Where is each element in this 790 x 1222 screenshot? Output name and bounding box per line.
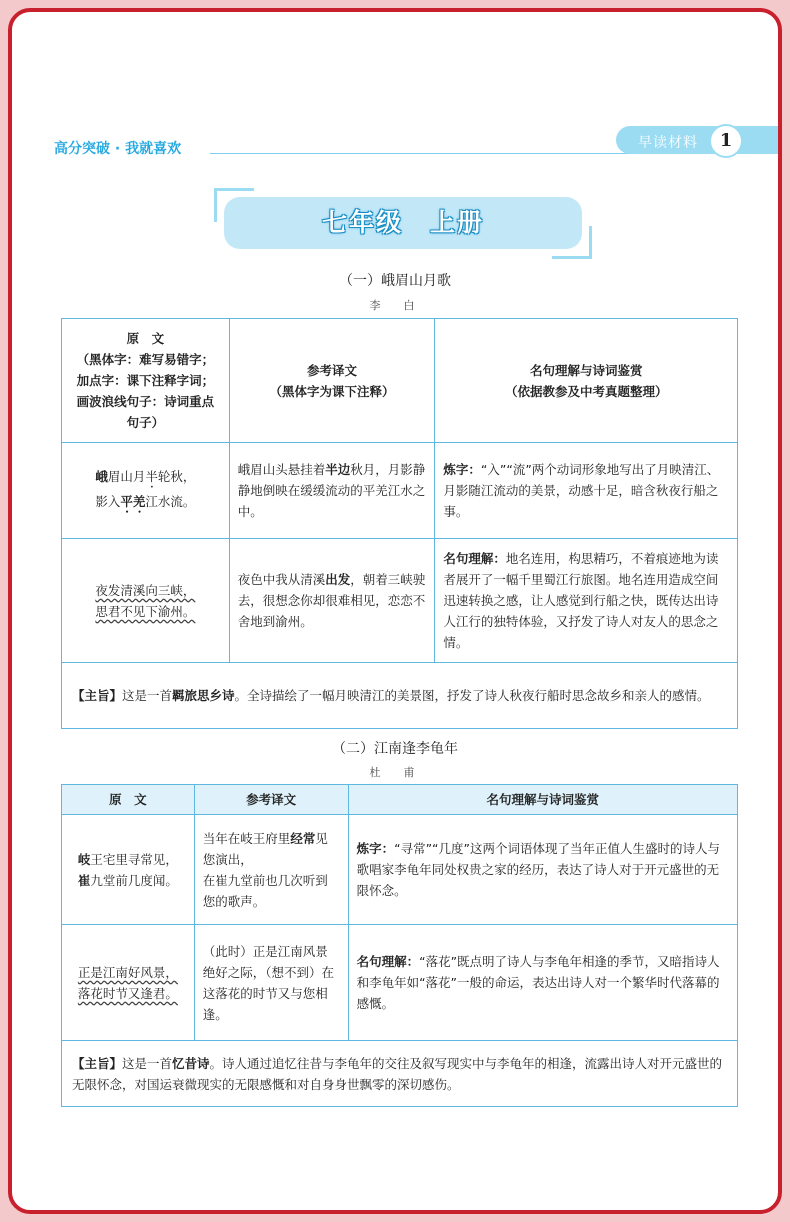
grade-banner-title: 七年级 上册 [321,208,484,237]
poem-text: 岐 [77,851,91,867]
poem-line [63,466,228,491]
section-tab-label: 早读材料 [638,135,698,151]
theme-cell [62,1041,738,1107]
note-text: “落花”既点明了诗人与李龟年相逢的季节，又暗指诗人和李龟年如“落花”一般的命运，表达出诗人对一个繁华时代落幕的感慨。 [356,954,720,1011]
translation-text: 夜色中我从清溪 [237,572,326,587]
note-label: 炼字： [356,841,395,856]
original-text-cell [62,815,195,925]
page-frame [8,8,782,1214]
poem-line [63,491,228,516]
poem-text: 影入 [95,493,121,509]
poem-text: 眉山月 [107,468,146,484]
poem-text: 江水流。 [145,493,196,509]
translation-text: ，朝着三峡驶去，很想念你却很难相见，恋恋不舍地到渝州。 [237,572,426,629]
poem-author: 杜 甫 [369,766,421,779]
translation-text: 当年在岐王府里 [202,830,291,846]
note-text: “入”“流”两个动词形象地写出了月映清江、月影随江流动的美景，动感十足，暗含秋夜行船之事。 [443,462,720,519]
poem-line: 思君不见下渝州。 [95,603,196,619]
theme-label: 【主旨】 [72,1055,123,1071]
table-row [62,443,738,539]
header-rule [210,153,630,154]
note-label: 名句理解： [356,954,420,969]
column-header-appreciation: 名句理解与诗词鉴赏 [348,785,737,815]
original-text-cell [62,443,230,539]
header-line: （黑体字为课下注释） [269,383,395,399]
column-header-original: 原 文 [62,785,195,815]
theme-text: 。诗人通过追忆往昔与李龟年的交往及叙写现实中与李龟年的相逢，流露出诗人对开元盛世的无限怀念，对国运衰微现实的无限感慨和对自身身世飘零的深切感伤。 [72,1055,723,1092]
appreciation-cell [435,539,738,663]
header-line: 名句理解与诗词鉴赏 [529,362,643,378]
header-line: 原 文 [126,331,165,346]
note-text: “寻常”“几度”这两个词语体现了当年正值人生盛时的诗人与歌唱家李龟年同处权贵之家的经历，表达了诗人对于开元盛世的无限怀念。 [356,841,720,898]
original-text-cell [62,925,195,1041]
poem-line [63,849,193,870]
poem-title: （二）江南逢李龟年 [332,741,458,757]
poem-text: 王宅里寻常见， [90,851,178,867]
poem-text: 九堂前几度闻。 [90,872,178,888]
poem-text: 半 [145,468,158,484]
column-header-appreciation [435,319,738,443]
translation-text: 见您演出， [202,830,328,867]
header-line: （黑体字：难写易错字； [76,352,215,367]
translation-cell: （此时）正是江南风景绝好之际，（想不到）在这落花的时节又与您相逢。 [194,925,348,1041]
banner-corner-decoration [552,256,592,259]
column-header-translation [229,319,435,443]
theme-text: 这是一首 [122,1055,173,1071]
header-line: 画波浪线句子：诗词重点 [76,394,215,409]
note-label: 炼字： [443,462,481,477]
appreciation-cell [348,815,737,925]
note-text: 地名连用，构思精巧，不着痕迹地为读者展开了一幅千里蜀江行旅图。地名连用造成空间迅速转换之感，让人感觉到行船之快，既传达出诗人江行的独特体验，又抒发了诗人对友人的思念之情。 [443,551,719,650]
translation-cell [194,815,348,925]
theme-text: 这是一首 [122,688,173,703]
poem-text: 轮秋， [157,468,196,484]
banner-corner-decoration [589,226,592,259]
poem-table [61,318,738,729]
header-line: 句子） [126,415,165,430]
banner-corner-decoration [214,188,254,191]
poem-text: 峨 [95,468,108,484]
translation-text: 在崔九堂前也几次听到您的歌声。 [202,872,328,909]
theme-text: 。全诗描绘了一幅月映清江的美景图，抒发了诗人秋夜行船时思念故乡和亲人的感情。 [234,688,710,703]
theme-row [62,1041,738,1107]
poem-text: 平羌 [120,493,146,509]
appreciation-cell [348,925,737,1041]
theme-cell [62,663,738,729]
translation-text: 出发 [325,572,351,587]
translation-cell [229,443,435,539]
theme-label: 【主旨】 [72,688,123,703]
header-line: （依据教参及中考真题整理） [504,383,668,399]
grade-banner [224,197,582,249]
translation-text: 半边 [325,462,351,477]
translation-text: 经常 [290,830,316,846]
table-row [62,815,738,925]
poem-line [63,870,193,891]
series-title: 高分突破 · 我就喜欢 [54,141,182,157]
column-header-translation: 参考译文 [194,785,348,815]
header-line: 加点字：课下注释字词； [76,373,215,388]
table-row [62,925,738,1041]
original-text-cell [62,539,230,663]
theme-text: 忆昔诗 [172,1055,210,1071]
note-label: 名句理解： [443,551,506,566]
header-line: 参考译文 [307,362,358,378]
poem-table [61,784,738,1107]
poem-author: 李 白 [369,299,421,312]
poem-line: 正是江南好风景， [77,964,178,980]
table-header-row [62,785,738,815]
appreciation-cell [435,443,738,539]
translation-text: 峨眉山头悬挂着 [237,462,326,477]
poem-line: 落花时节又逢君。 [77,985,178,1001]
poem-line: 夜发清溪向三峡， [95,582,196,598]
translation-text: 秋月，月影静静地倒映在缓缓流动的平羌江水之中。 [237,462,426,519]
poem-title: （一）峨眉山月歌 [339,273,451,289]
page-number: 1 [709,124,743,158]
poem-text: 崔 [77,872,91,888]
theme-row [62,663,738,729]
table-header-row [62,319,738,443]
table-row [62,539,738,663]
page-header [12,122,778,162]
translation-cell [229,539,435,663]
banner-corner-decoration [214,188,217,222]
section-tab [616,126,782,154]
theme-text: 羁旅思乡诗 [172,688,235,703]
column-header-original [62,319,230,443]
